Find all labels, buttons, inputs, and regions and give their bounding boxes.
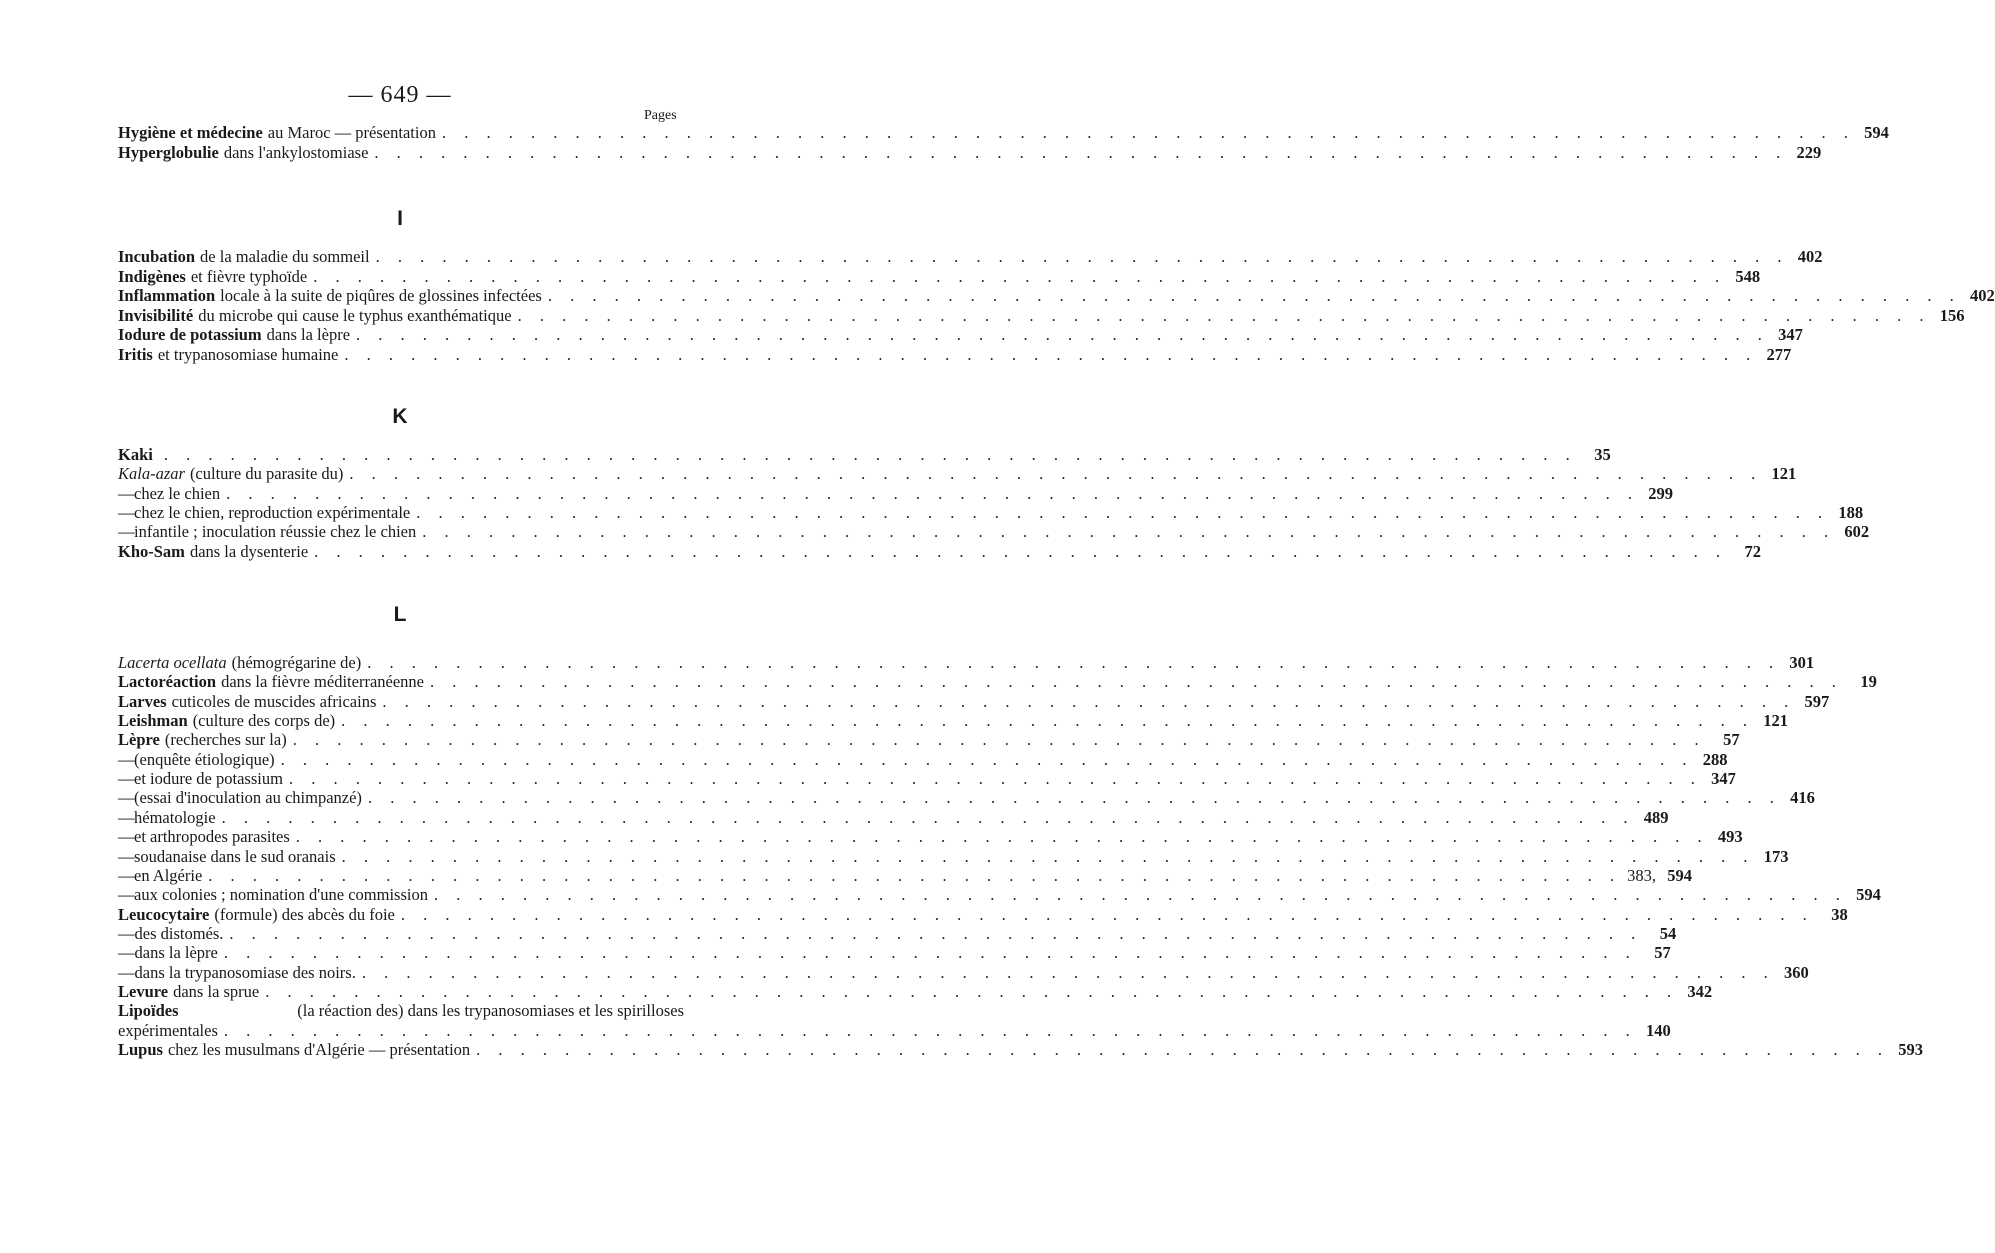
index-entry [118,1021,1671,1041]
ditto-dash: — [118,484,135,503]
entry-description: (culture du parasite du) [189,464,344,483]
entry-page-number: 301 [1789,653,1815,672]
entry-page-number: 360 [1783,963,1809,982]
entry-description: (culture des corps de) [192,711,336,730]
ditto-dash: — [118,808,135,827]
entry-page-number: 188 [1838,503,1864,522]
entry-extra-page: 383, [1627,866,1657,885]
leader-dots: . . . . . . . . . . . . . . . . . . . . . . . . . . . . . . . . . . . . . . . . . . . . . . . . . . . . . . . . . . . . . . . . [292,730,1706,749]
index-entry [118,963,1809,983]
entry-page-number: 342 [1687,982,1713,1001]
entry-page-number: 288 [1702,750,1728,769]
index-entry [118,866,1693,886]
entry-term: Hyperglobulie [118,143,219,162]
entry-description: dans la dysenterie [189,542,309,561]
entry-description: dans la lèpre [266,325,351,344]
entry-page-number: 597 [1804,692,1830,711]
entry-description: et arthropodes parasites [134,827,290,846]
entry-page-number: 38 [1831,905,1848,924]
index-entry [118,847,1789,867]
index-entry [118,1040,1924,1060]
index-entry [118,503,1864,523]
index-entry [118,143,1822,163]
entry-page-number: 594 [1667,866,1693,885]
leader-dots: . . . . . . . . . . . . . . . . . . . . . . . . . . . . . . . . . . . . . . . . . . . . . . . . . . . . . . . . . . . . . . . . [361,963,1775,982]
entry-description: (essai d'inoculation au chimpanzé) [134,788,362,807]
entry-description: des distomés. [134,924,224,943]
entry-page-number: 593 [1898,1040,1924,1059]
entry-term: Lacerta ocellata [118,653,227,672]
leader-dots: . . . . . . . . . . . . . . . . . . . . . . . . . . . . . . . . . . . . . . . . . . . . . . . . . . . . . . . . . . . . . . . . [476,1040,1890,1059]
leader-dots: . . . . . . . . . . . . . . . . . . . . . . . . . . . . . . . . . . . . . . . . . . . . . . . . . . . . . . . . . . . . . . . . [341,847,1755,866]
leader-dots: . . . . . . . . . . . . . . . . . . . . . . . . . . . . . . . . . . . . . . . . . . . . . . . . . . . . . . . . . . . . . . . . [382,692,1796,711]
entry-term: Lipoïdes [118,1001,179,1020]
index-entry [118,306,1965,326]
entry-description: (hémogrégarine de) [231,653,362,672]
entry-description: (enquête étiologique) [134,750,275,769]
leader-dots: . . . . . . . . . . . . . . . . . . . . . . . . . . . . . . . . . . . . . . . . . . . . . . . . . . . . . . . . . . . . . . . . [430,672,1843,691]
index-entry [118,672,1877,692]
ditto-dash: — [118,827,135,846]
leader-dots: . . . . . . . . . . . . . . . . . . . . . . . . . . . . . . . . . . . . . . . . . . . . . . . . . . . . . . . . . . . . . . . . [344,345,1758,364]
entry-description: dans la lèpre [134,943,218,962]
leader-dots: . . . . . . . . . . . . . . . . . . . . . . . . . . . . . . . . . . . . . . . . . . . . . . . . . . . . . . . . . . . . . . . . [367,788,1781,807]
entry-page-number: 57 [1654,943,1671,962]
entry-page-number: 347 [1711,769,1736,788]
index-entry [118,345,1792,365]
leader-dots: . . . . . . . . . . . . . . . . . . . . . . . . . . . . . . . . . . . . . . . . . . . . . . . . . . . . . . . . . . . . . . . . [288,769,1702,788]
leader-dots: . . . . . . . . . . . . . . . . . . . . . . . . . . . . . . . . . . . . . . . . . . . . . . . . . . . . . . . . . . . . . . . . [295,827,1709,846]
index-entry [118,885,1881,905]
entry-page-number: 594 [1856,885,1881,904]
entry-term: Iritis [118,345,153,364]
section-letter: K [392,405,408,428]
page-number: — 649 — [348,82,452,108]
ditto-dash: — [118,522,135,541]
index-entry [118,750,1728,770]
entry-page-number: 416 [1790,788,1815,807]
leader-dots: . . . . . . . . . . . . . . . . . . . . . . . . . . . . . . . . . . . . . . . . . . . . . . . . . . . . . . . . . . . . . . . . [163,445,1577,464]
ditto-dash: — [118,750,135,769]
entry-description: hématologie [134,808,216,827]
index-entry [118,484,1673,504]
leader-dots: . . . . . . . . . . . . . . . . . . . . . . . . . . . . . . . . . . . . . . . . . . . . . . . . . . . . . . . . . . . . . . . . [314,542,1728,561]
index-entry [118,692,1830,712]
entry-description: chez le chien [134,484,221,503]
leader-dots: . . . . . . . . . . . . . . . . . . . . . . . . . . . . . . . . . . . . . . . . . . . . . . . . . . . . . . . . . . . . . . . . [229,924,1643,943]
entry-page-number: 402 [1797,247,1823,266]
index-entry [118,943,1671,963]
index-entry [118,325,1803,345]
entry-term: Iodure de potassium [118,325,262,344]
entry-description: locale à la suite de piqûres de glossines infectées [220,286,542,305]
ditto-dash: — [118,866,135,885]
entry-page-number: 229 [1796,143,1822,162]
entry-description: et fièvre typhoïde [190,267,308,286]
section-letter: L [393,603,407,626]
leader-dots: . . . . . . . . . . . . . . . . . . . . . . . . . . . . . . . . . . . . . . . . . . . . . . . . . . . . . . . . . . . . . . . . [374,143,1788,162]
leader-dots: . . . . . . . . . . . . . . . . . . . . . . . . . . . . . . . . . . . . . . . . . . . . . . . . . . . . . . . . . . . . . . . . [441,123,1855,142]
entry-page-number: 156 [1939,306,1965,325]
index-entry [118,711,1789,731]
entry-term: Indigènes [118,267,186,286]
index-entry [118,808,1669,828]
leader-dots: . . . . . . . . . . . . . . . . . . . . . . . . . . . . . . . . . . . . . . . . . . . . . . . . . . . . . . . . . . . . . . . . [356,325,1769,344]
index-entry [118,464,1797,484]
ditto-dash: — [118,963,135,982]
index-entry [118,653,1815,673]
entry-description: expérimentales [118,1021,218,1040]
ditto-dash: — [118,885,135,904]
entry-term: Lèpre [118,730,160,749]
leader-dots: . . . . . . . . . . . . . . . . . . . . . . . . . . . . . . . . . . . . . . . . . . . . . . . . . . . . . . . . . . . . . . . . [280,750,1694,769]
entry-page-number: 489 [1643,808,1669,827]
entry-page-number: 548 [1735,267,1761,286]
entry-description: soudanaise dans le sud oranais [134,847,336,866]
index-entry [118,730,1740,750]
entry-description: aux colonies ; nomination d'une commission [134,885,428,904]
index-entry [118,542,1762,562]
index-entry [118,924,1677,944]
leader-dots: . . . . . . . . . . . . . . . . . . . . . . . . . . . . . . . . . . . . . . . . . . . . . . . . . . . . . . . . . . . . . . . . [416,503,1830,522]
index-entry [118,905,1848,925]
entry-description: infantile ; inoculation réussie chez le chien [134,522,417,541]
entry-term: Leishman [118,711,188,730]
entry-page-number: 277 [1766,345,1792,364]
ditto-dash: — [118,924,135,943]
index-entry [118,445,1611,465]
entry-term: Lupus [118,1040,163,1059]
entry-page-number: 347 [1778,325,1803,344]
leader-dots: . . . . . . . . . . . . . . . . . . . . . . . . . . . . . . . . . . . . . . . . . . . . . . . . . . . . . . . . . . . . . . . . [367,653,1781,672]
leader-dots: . . . . . . . . . . . . . . . . . . . . . . . . . . . . . . . . . . . . . . . . . . . . . . . . . . . . . . . . . . . . . . . . [547,286,1961,305]
entry-page-number: 402 [1969,286,1995,305]
index-entry [118,1001,684,1021]
leader-dots: . . . . . . . . . . . . . . . . . . . . . . . . . . . . . . . . . . . . . . . . . . . . . . . . . . . . . . . . . . . . . . . . [375,247,1789,266]
leader-dots: . . . . . . . . . . . . . . . . . . . . . . . . . . . . . . . . . . . . . . . . . . . . . . . . . . . . . . . . . . . . . . . . [226,484,1639,503]
index-entry [118,827,1743,847]
ditto-dash: — [118,943,135,962]
leader-dots: . . . . . . . . . . . . . . . . . . . . . . . . . . . . . . . . . . . . . . . . . . . . . . . . . . . . . . . . . . . . . . . . [208,866,1622,885]
index-entry [118,286,1995,306]
section-letter: I [397,207,403,230]
ditto-dash: — [118,503,135,522]
entry-description: dans la fièvre méditerranéenne [221,672,424,691]
leader-dots: . . . . . . . . . . . . . . . . . . . . . . . . . . . . . . . . . . . . . . . . . . . . . . . . . . . . . . . . . . . . . . . . [517,306,1931,325]
leader-dots: . . . . . . . . . . . . . . . . . . . . . . . . . . . . . . . . . . . . . . . . . . . . . . . . . . . . . . . . . . . . . . . . [223,1021,1637,1040]
leader-dots: . . . . . . . . . . . . . . . . . . . . . . . . . . . . . . . . . . . . . . . . . . . . . . . . . . . . . . . . . . . . . . . . [341,711,1755,730]
ditto-dash: — [118,847,135,866]
index-entry [118,769,1736,789]
entry-description: et trypanosomiase humaine [157,345,339,364]
leader-dots: . . . . . . . . . . . . . . . . . . . . . . . . . . . . . . . . . . . . . . . . . . . . . . . . . . . . . . . . . . . . . . . . [422,522,1836,541]
pages-column-label: Pages [644,108,677,123]
entry-description: de la maladie du sommeil [200,247,370,266]
entry-term: Invisibilité [118,306,194,325]
index-entry [118,267,1761,287]
entry-page-number: 19 [1860,672,1877,691]
entry-description: en Algérie [134,866,203,885]
entry-description: chez le chien, reproduction expérimentale [134,503,411,522]
entry-term: Lactoréaction [118,672,217,691]
index-entry [118,788,1815,808]
entry-term: Incubation [118,247,196,266]
entry-description: (formule) des abcès du foie [214,905,395,924]
index-entry [118,123,1889,143]
entry-description: dans l'ankylostomiase [223,143,369,162]
leader-dots: . . . . . . . . . . . . . . . . . . . . . . . . . . . . . . . . . . . . . . . . . . . . . . . . . . . . . . . . . . . . . . . . [265,982,1679,1001]
entry-page-number: 72 [1744,542,1762,561]
entry-term: Hygiène et médecine [118,123,263,142]
entry-description: (recherches sur la) [164,730,287,749]
index-entry [118,522,1870,542]
entry-term: Larves [118,692,167,711]
entry-description: cuticoles de muscides africains [171,692,377,711]
leader-dots: . . . . . . . . . . . . . . . . . . . . . . . . . . . . . . . . . . . . . . . . . . . . . . . . . . . . . . . . . . . . . . . . [221,808,1635,827]
entry-description: au Maroc — présentation [267,123,436,142]
entry-page-number: 140 [1646,1021,1671,1040]
entry-page-number: 121 [1771,464,1797,483]
entry-page-number: 299 [1648,484,1673,503]
ditto-dash: — [118,788,135,807]
leader-dots: . . . . . . . . . . . . . . . . . . . . . . . . . . . . . . . . . . . . . . . . . . . . . . . . . . . . . . . . . . . . . . . . [400,905,1814,924]
ditto-dash: — [118,769,135,788]
entry-page-number: 121 [1763,711,1789,730]
leader-dots: . . . . . . . . . . . . . . . . . . . . . . . . . . . . . . . . . . . . . . . . . . . . . . . . . . . . . . . . . . . . . . . . [433,885,1847,904]
entry-description: dans la sprue [173,982,260,1001]
entry-page-number: 594 [1864,123,1889,142]
entry-page-number: 54 [1659,924,1677,943]
entry-page-number: 173 [1763,847,1789,866]
entry-description: dans la trypanosomiase des noirs. [134,963,356,982]
index-entry [118,247,1823,267]
leader-dots: . . . . . . . . . . . . . . . . . . . . . . . . . . . . . . . . . . . . . . . . . . . . . . . . . . . . . . . . . . . . . . . . [349,464,1763,483]
entry-page-number: 57 [1723,730,1740,749]
entry-page-number: 35 [1594,445,1611,464]
entry-description: du microbe qui cause le typhus exanthématique [198,306,512,325]
entry-term: Inflammation [118,286,216,305]
entry-term: Kho-Sam [118,542,185,561]
entry-page-number: 493 [1717,827,1743,846]
entry-description: (la réaction des) dans les trypanosomiases et les spirilloses [297,1001,684,1020]
entry-page-number: 602 [1844,522,1870,541]
entry-term: Leucocytaire [118,905,210,924]
entry-term: Levure [118,982,169,1001]
leader-dots: . . . . . . . . . . . . . . . . . . . . . . . . . . . . . . . . . . . . . . . . . . . . . . . . . . . . . . . . . . . . . . . . [313,267,1727,286]
index-entry [118,982,1713,1002]
leader-dots: . . . . . . . . . . . . . . . . . . . . . . . . . . . . . . . . . . . . . . . . . . . . . . . . . . . . . . . . . . . . . . . . [223,943,1637,962]
entry-term: Kaki [118,445,153,464]
entry-description: et iodure de potassium [134,769,283,788]
entry-term: Kala-azar [118,464,185,483]
entry-description: chez les musulmans d'Algérie — présentation [167,1040,471,1059]
